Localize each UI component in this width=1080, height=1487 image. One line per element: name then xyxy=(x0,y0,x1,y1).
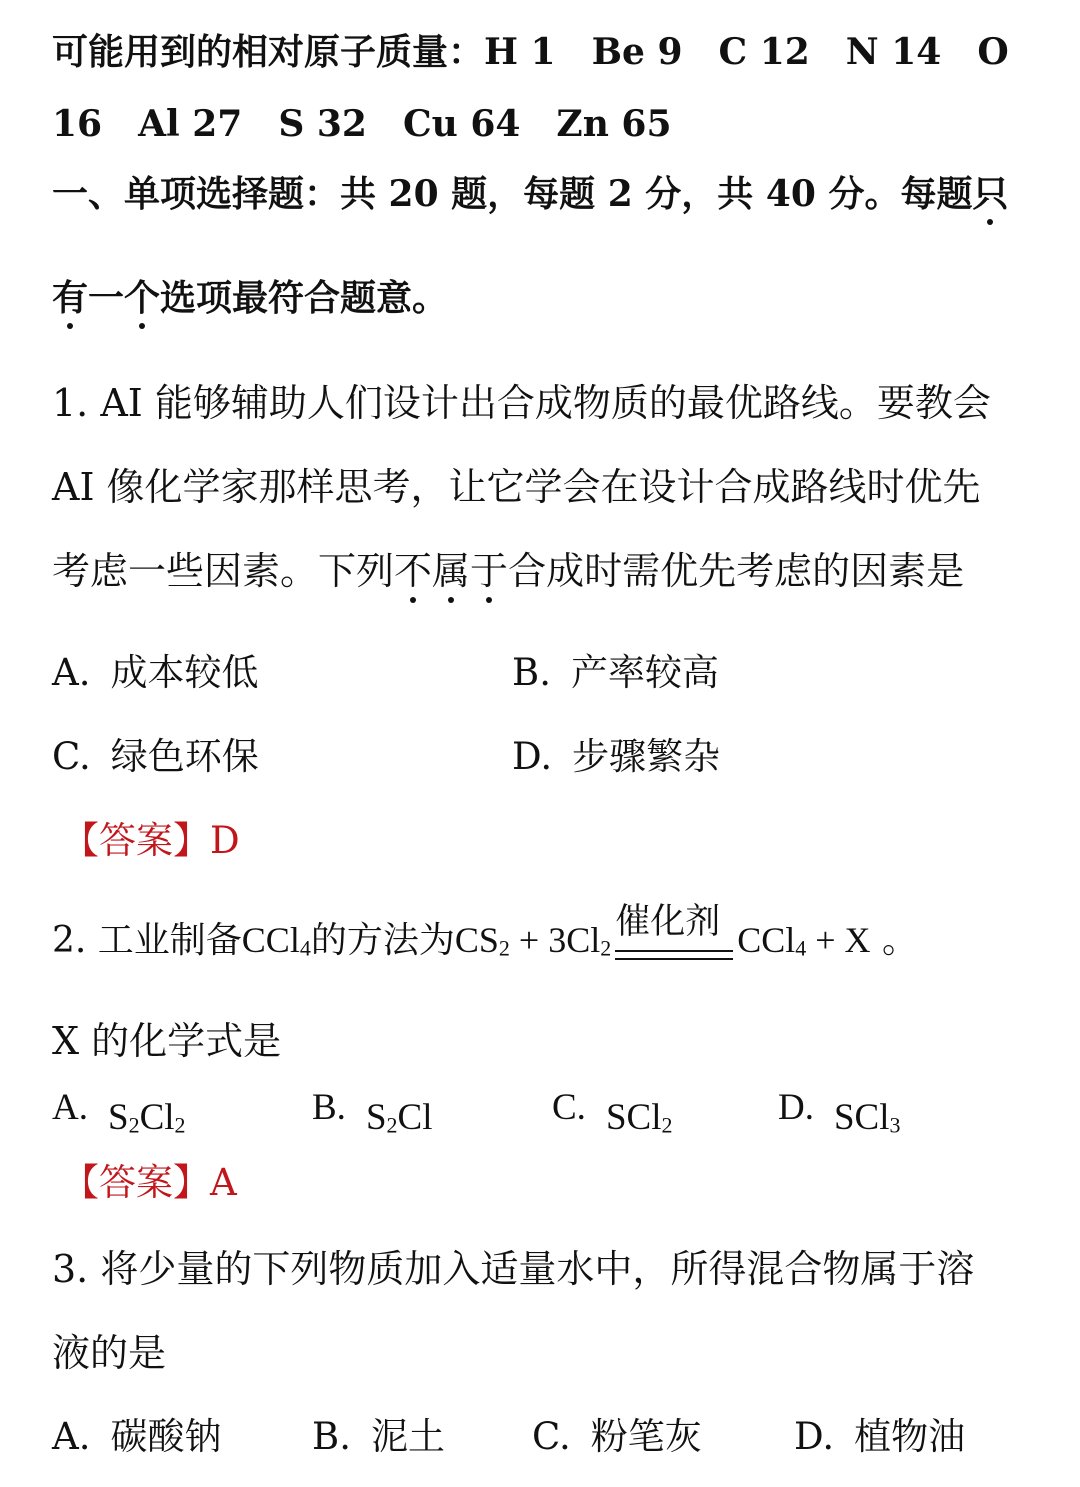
q1-stem-text: 考虑一些因素。下列 xyxy=(52,549,395,593)
q3-stem-line-1: 3. 将少量的下列物质加入适量水中，所得混合物属于溶 xyxy=(52,1247,975,1291)
q2-option-d xyxy=(778,1086,901,1139)
reaction-condition xyxy=(615,904,733,960)
q2-stem-line-2: X 的化学式是 xyxy=(52,1019,282,1063)
q2-answer xyxy=(62,1152,237,1206)
q3-option-c xyxy=(532,1406,702,1460)
emphasis-char: 不 xyxy=(394,549,433,593)
option-letter: C. xyxy=(52,735,91,778)
formula-subscript: 3 xyxy=(889,1112,901,1138)
q2-option-c xyxy=(552,1086,672,1139)
formula-ccl4 xyxy=(242,920,311,960)
q1-option-a xyxy=(52,642,258,696)
formula-text: CCl xyxy=(241,920,300,960)
equals-line-top xyxy=(615,950,733,952)
q1-answer xyxy=(62,810,240,864)
formula-text: CCl xyxy=(737,920,796,960)
option-letter: D. xyxy=(512,735,553,778)
q1-option-c xyxy=(52,726,259,780)
section-heading-line-2 xyxy=(52,270,448,321)
option-text: 绿色环保 xyxy=(110,735,259,778)
q2-option-b xyxy=(312,1086,432,1139)
option-text: 植物油 xyxy=(854,1415,966,1458)
option-letter: D. xyxy=(794,1415,835,1458)
formula-cl2 xyxy=(566,920,611,960)
option-letter: B. xyxy=(312,1087,346,1128)
option-text: 成本较低 xyxy=(110,651,259,694)
q1-stem-line-2: AI 像化学家那样思考，让它学会在设计合成路线时优先 xyxy=(52,465,981,509)
formula-subscript: 2 xyxy=(386,1112,398,1138)
formula-text: Cl xyxy=(139,1097,175,1138)
option-letter: D. xyxy=(778,1087,814,1128)
q2-stem-text: 的方法为 xyxy=(310,920,455,961)
option-text: 泥土 xyxy=(370,1415,445,1458)
section-heading-text: 一 xyxy=(88,277,125,319)
catalyst-label: 催化剂 xyxy=(615,902,721,942)
option-letter: B. xyxy=(512,651,551,694)
section-heading-line-1 xyxy=(52,166,1008,217)
q1-stem-text: 合成时需优先考虑的因素是 xyxy=(508,549,965,593)
formula-subscript: 2 xyxy=(498,935,510,961)
formula-cs2 xyxy=(455,920,510,960)
emphasis-char: 只 xyxy=(972,173,1009,215)
formula-subscript: 2 xyxy=(174,1112,186,1138)
option-text: 粉笔灰 xyxy=(590,1415,702,1458)
formula-text: Cl xyxy=(566,920,601,960)
option-letter: C. xyxy=(532,1415,571,1458)
answer-value: A xyxy=(210,1161,237,1204)
formula-ccl4 xyxy=(737,920,806,960)
q3-option-b xyxy=(312,1406,445,1460)
answer-value: D xyxy=(210,819,240,862)
option-letter: A. xyxy=(52,1415,91,1458)
option-letter: A. xyxy=(52,651,91,694)
formula-text: SCl xyxy=(833,1097,890,1138)
formula-subscript: 2 xyxy=(128,1112,140,1138)
q1-stem-line-3 xyxy=(52,540,964,595)
atomic-mass-line-1: 可能用到的相对原子质量：H 1 Be 9 C 12 N 14 O xyxy=(52,31,1009,73)
formula-text: SCl xyxy=(605,1097,662,1138)
q1-stem-line-1: 1. AI 能够辅助人们设计出合成物质的最优路线。要教会 xyxy=(52,381,991,425)
q2-option-a xyxy=(52,1086,186,1139)
q3-option-a xyxy=(52,1406,221,1460)
formula-subscript: 4 xyxy=(795,935,807,961)
q2-stem-line-1 xyxy=(52,904,918,963)
emphasis-char: 个 xyxy=(124,277,161,319)
answer-label: 【答案】 xyxy=(62,819,210,862)
emphasis-char: 属 xyxy=(432,549,471,593)
formula-text: CS xyxy=(454,920,499,960)
option-text: 产率较高 xyxy=(570,651,719,694)
q1-option-d xyxy=(512,726,720,780)
q3-stem-line-2: 液的是 xyxy=(52,1331,167,1375)
answer-label: 【答案】 xyxy=(62,1161,210,1204)
formula-subscript: 2 xyxy=(661,1112,673,1138)
emphasis-char: 于 xyxy=(470,549,509,593)
option-letter: B. xyxy=(312,1415,351,1458)
formula-subscript: 4 xyxy=(299,935,311,961)
plus-sign: + X xyxy=(806,920,871,960)
formula-subscript: 2 xyxy=(600,935,612,961)
section-heading-text: 选项最符合题意。 xyxy=(160,277,449,319)
q2-stem-text: 2. 工业制备 xyxy=(52,920,242,961)
equals-line-bottom xyxy=(615,958,733,960)
emphasis-char: 有 xyxy=(52,277,89,319)
formula-text: S xyxy=(107,1097,129,1138)
section-heading-text: 一、单项选择题：共 20 题，每题 2 分，共 40 分。每题 xyxy=(52,173,973,215)
option-letter: A. xyxy=(52,1087,88,1128)
q3-option-d xyxy=(794,1406,965,1460)
option-letter: C. xyxy=(552,1087,586,1128)
formula-text: Cl xyxy=(397,1097,433,1138)
atomic-mass-line-2: 16 Al 27 S 32 Cu 64 Zn 65 xyxy=(52,103,672,145)
option-text: 碳酸钠 xyxy=(110,1415,222,1458)
option-text: 步骤繁杂 xyxy=(572,735,721,778)
formula-text: S xyxy=(365,1097,387,1138)
plus-sign: + 3 xyxy=(509,920,567,960)
q1-option-b xyxy=(512,642,719,696)
q2-stem-text: 。 xyxy=(870,920,919,961)
